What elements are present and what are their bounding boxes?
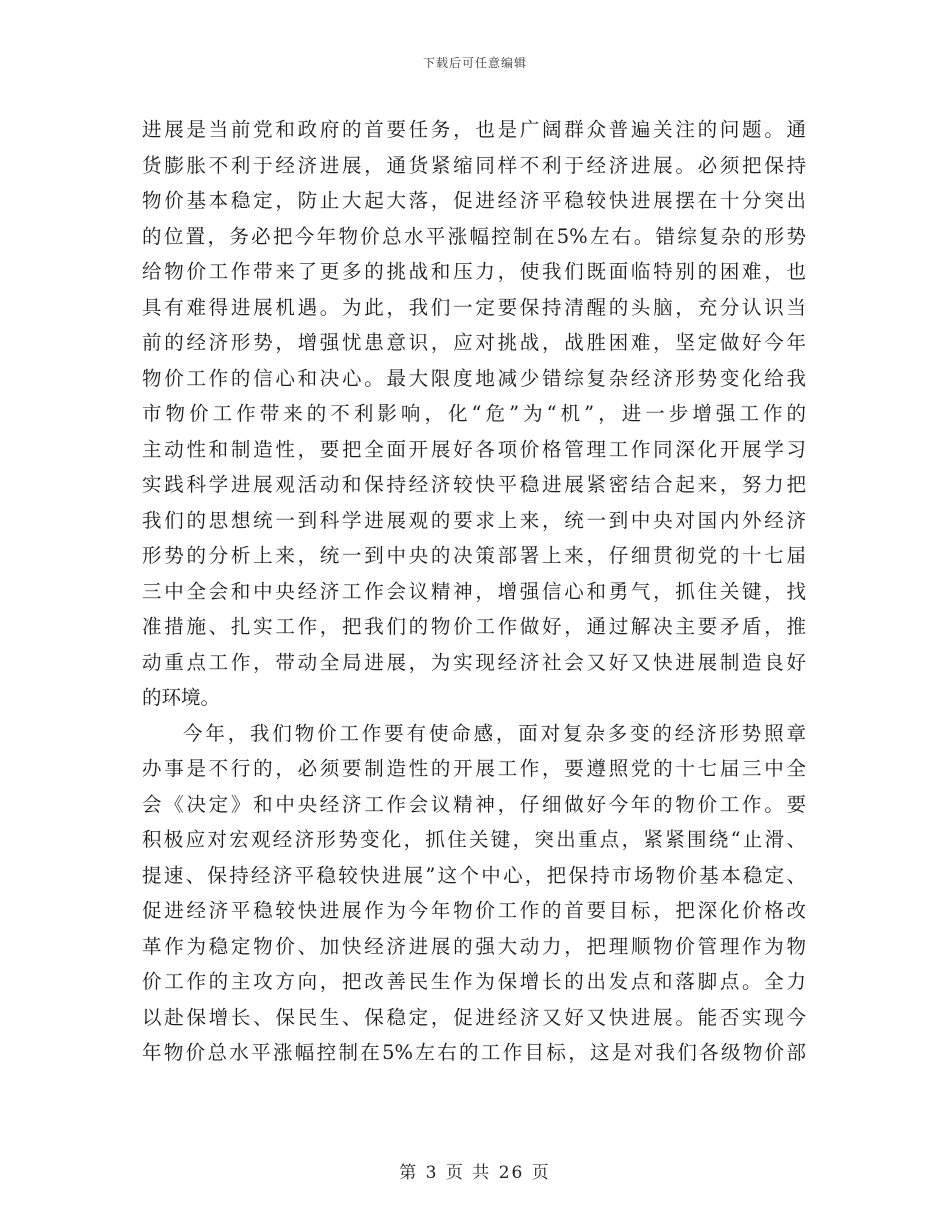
text-line (142, 112, 806, 148)
text-line-content: 的位置，务必把今年物价总水平涨幅控制在5%左右。错综复杂的形势 (142, 224, 806, 248)
text-line-content: 提速、保持经济平稳较快进展”这个中心，把保持市场物价基本稳定、 (142, 863, 806, 887)
text-line (142, 822, 806, 858)
text-line-content: 会《决定》和中央经济工作会议精神，仔细做好今年的物价工作。要 (142, 792, 806, 816)
text-line (142, 1000, 806, 1036)
text-line (142, 716, 806, 752)
text-line-content: 办事是不行的，必须要制造性的开展工作，要遵照党的十七届三中全 (142, 757, 806, 780)
text-line (142, 254, 806, 290)
text-line-content: 货膨胀不利于经济进展，通货紧缩同样不利于经济进展。必须把保持 (142, 153, 806, 177)
text-line (142, 325, 806, 361)
document-body (142, 112, 806, 1071)
text-line (142, 396, 806, 432)
text-line-content: 的环境。 (142, 686, 221, 709)
text-line (142, 645, 806, 681)
text-line (142, 361, 806, 397)
header-note: 下载后可任意编辑 (422, 56, 527, 70)
text-line (142, 148, 806, 184)
text-line-content: 准措施、扎实工作，把我们的物价工作做好，通过解决主要矛盾，推 (142, 615, 806, 638)
text-line (142, 538, 806, 574)
text-line-content: 进展是当前党和政府的首要任务，也是广阔群众普遍关注的问题。通 (142, 118, 806, 141)
text-line (142, 503, 806, 539)
text-line-content: 具有难得进展机遇。为此，我们一定要保持清醒的头脑，充分认识当 (142, 295, 806, 319)
text-line (142, 893, 806, 929)
page-number-footer: 第 3 页 共 26 页 (399, 1163, 551, 1183)
text-line-content: 物价基本稳定，防止大起大落，促进经济平稳较快进展摆在十分突出 (142, 189, 806, 212)
text-line-content: 实践科学进展观活动和保持经济较快平稳进展紧密结合起来，努力把 (142, 473, 806, 496)
text-line-content: 年物价总水平涨幅控制在5%左右的工作目标，这是对我们各级物价部 (142, 1041, 806, 1064)
text-line (142, 574, 806, 610)
text-line-content: 形势的分析上来，统一到中央的决策部署上来，仔细贯彻党的十七届 (142, 544, 806, 567)
text-line (142, 929, 806, 965)
text-line-content: 以赴保增长、保民生、保稳定，促进经济又好又快进展。能否实现今 (142, 1005, 806, 1029)
text-line-content: 动重点工作，带动全局进展，为实现经济社会又好又快进展制造良好 (142, 650, 806, 674)
text-line-content: 积极应对宏观经济形势变化，抓住关键，突出重点，紧紧围绕“止滑、 (142, 828, 806, 851)
text-line (142, 751, 806, 787)
text-line (142, 1035, 806, 1071)
text-line (142, 680, 806, 716)
text-line-content: 三中全会和中央经济工作会议精神，增强信心和勇气，抓住关键，找 (142, 579, 806, 603)
text-line-content: 促进经济平稳较快进展作为今年物价工作的首要目标，把深化价格改 (142, 899, 806, 922)
text-line-content: 今年，我们物价工作要有使命感，面对复杂多变的经济形势照章 (183, 721, 806, 745)
text-line (142, 183, 806, 219)
text-line (142, 609, 806, 645)
text-line-content: 价工作的主攻方向，把改善民生作为保增长的出发点和落脚点。全力 (142, 970, 806, 993)
paragraph-1 (142, 112, 806, 716)
text-line-content: 革作为稳定物价、加快经济进展的强大动力，把理顺物价管理作为物 (142, 934, 806, 958)
text-line-content: 市物价工作带来的不利影响，化“危”为“机”，进一步增强工作的 (142, 402, 806, 425)
text-line (142, 964, 806, 1000)
text-line-content: 给物价工作带来了更多的挑战和压力，使我们既面临特别的困难，也 (142, 260, 806, 283)
text-line-content: 物价工作的信心和决心。最大限度地减少错综复杂经济形势变化给我 (142, 366, 806, 390)
text-line (142, 787, 806, 823)
paragraph-2 (142, 716, 806, 1071)
text-line (142, 858, 806, 894)
text-line (142, 432, 806, 468)
text-line (142, 290, 806, 326)
text-line-content: 主动性和制造性，要把全面开展好各项价格管理工作同深化开展学习 (142, 437, 806, 461)
text-line (142, 467, 806, 503)
text-line (142, 219, 806, 255)
text-line-content: 我们的思想统一到科学进展观的要求上来，统一到中央对国内外经济 (142, 508, 806, 532)
text-line-content: 前的经济形势，增强忧患意识，应对挑战，战胜困难，坚定做好今年 (142, 331, 806, 354)
